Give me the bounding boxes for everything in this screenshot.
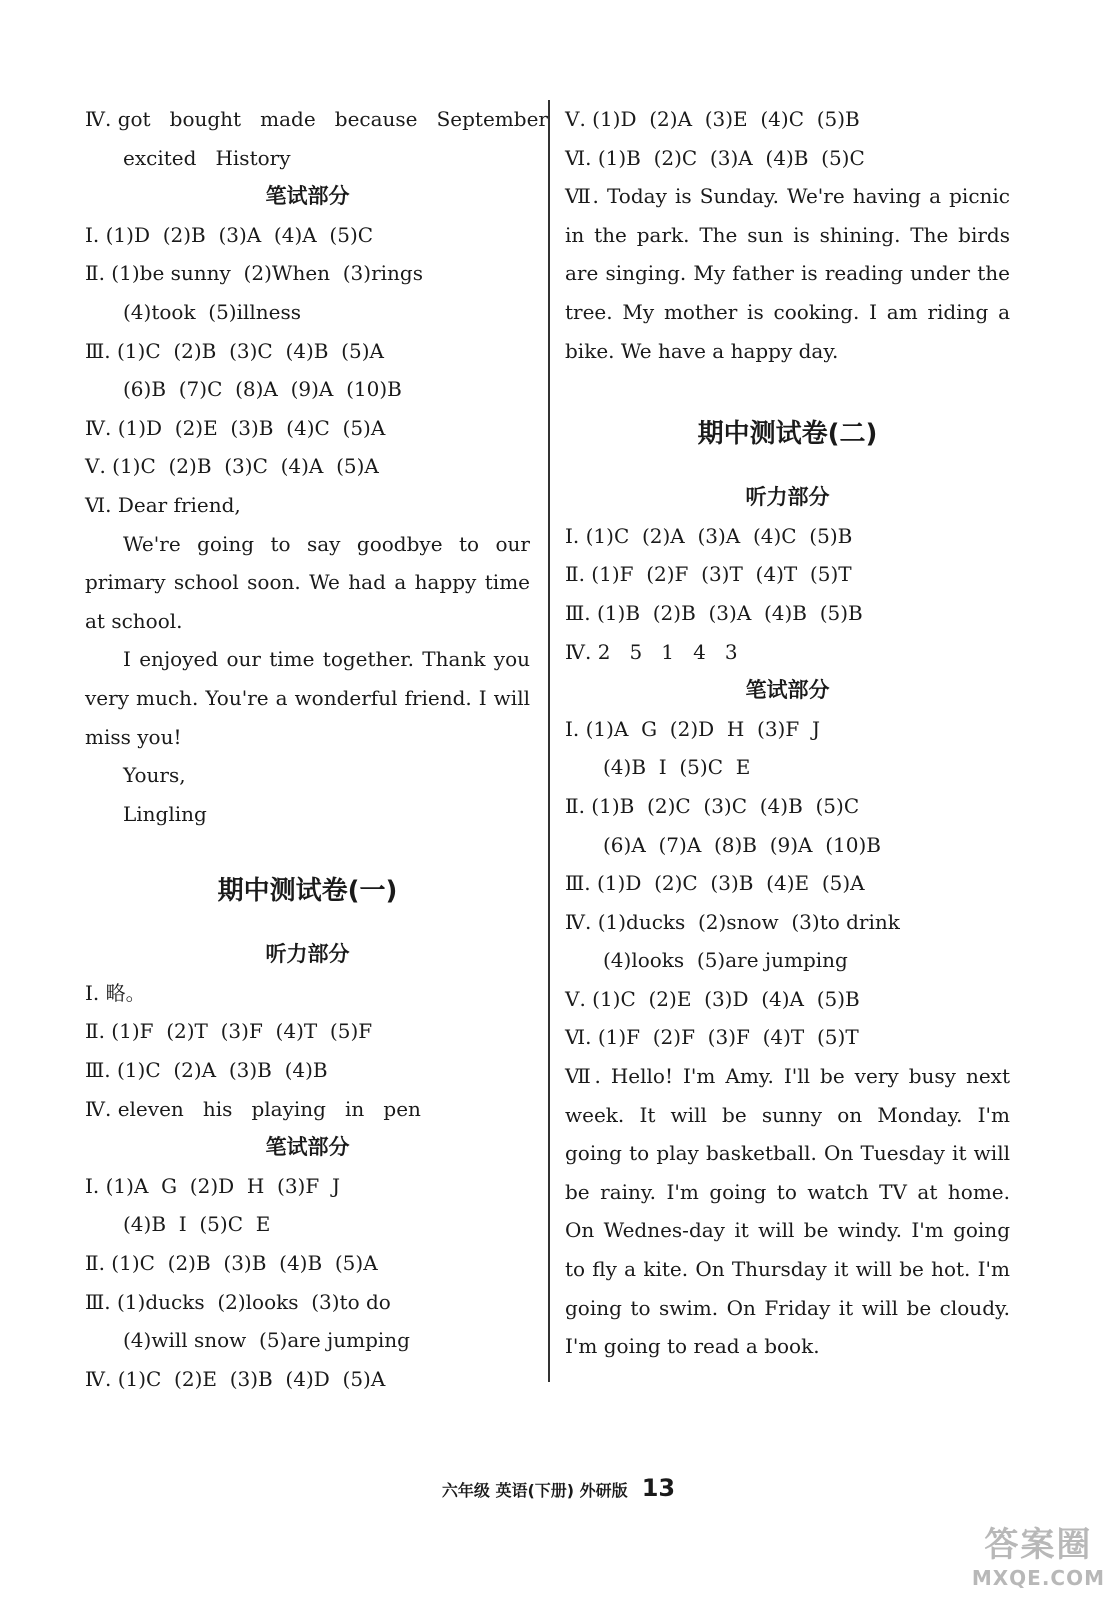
answer-line: Ⅳ. got bought made because September — [85, 107, 548, 131]
answer-line: Ⅵ. Dear friend, — [85, 492, 241, 517]
answer-line: (4)looks (5)are jumping — [603, 948, 848, 973]
answer-line: Ⅱ. (1)B (2)C (3)C (4)B (5)C — [565, 793, 860, 818]
page-number: 13 — [641, 1474, 676, 1502]
answer-line: Ⅱ. (1)C (2)B (3)B (4)B (5)A — [85, 1251, 378, 1276]
answer-line: (6)B (7)C (8)A (9)A (10)B — [123, 377, 402, 402]
subsection-heading: 听力部分 — [265, 942, 350, 967]
answer-line: Ⅴ. (1)C (2)E (3)D (4)A (5)B — [565, 986, 860, 1011]
answer-line: Ⅳ. 2 5 1 4 3 — [565, 639, 738, 664]
answer-line: (4)B I (5)C E — [603, 755, 751, 780]
letter-paragraph: We're going to say goodbye to our primary school soon. We had a happy time at school. — [85, 531, 530, 633]
watermark-text: 答案圈 — [984, 1525, 1093, 1565]
page-footer — [0, 1474, 1117, 1502]
subsection-heading: 笔试部分 — [265, 184, 350, 209]
subsection-heading: 听力部分 — [745, 485, 830, 510]
answer-line: Ⅰ. (1)C (2)A (3)A (4)C (5)B — [565, 523, 853, 548]
answer-line: (4)B I (5)C E — [123, 1212, 271, 1237]
answer-line: Ⅱ. (1)F (2)F (3)T (4)T (5)T — [565, 562, 852, 587]
answer-line: Ⅰ. (1)A G (2)D H (3)F J — [85, 1173, 340, 1198]
answer-line: Ⅳ. (1)D (2)E (3)B (4)C (5)A — [85, 415, 386, 440]
section-title: 期中测试卷(二) — [697, 419, 878, 450]
answer-line: Ⅵ. (1)B (2)C (3)A (4)B (5)C — [565, 145, 865, 170]
answer-line: Ⅱ. (1)F (2)T (3)F (4)T (5)F — [85, 1019, 373, 1044]
section-title: 期中测试卷(一) — [217, 876, 398, 907]
answer-line: (4)took (5)illness — [123, 299, 302, 324]
letter-paragraph: I enjoyed our time together. Thank you very much. You're a wonderful friend. I will miss you! — [85, 647, 530, 749]
writing-paragraph: Ⅶ. Today is Sunday. We're having a picnic in the park. The sun is shining. The birds are singing. My father is reading under the tree. My mother is cooking. I am riding a bike. We have a happy day. — [565, 184, 1010, 363]
answer-line: Ⅲ. (1)B (2)B (3)A (4)B (5)B — [565, 600, 863, 625]
answer-line: Ⅲ. (1)ducks (2)looks (3)to do — [85, 1289, 391, 1314]
answer-line: excited History — [123, 145, 291, 170]
answer-line: Ⅳ. eleven his playing in pen — [85, 1096, 421, 1121]
answer-line: (4)will snow (5)are jumping — [123, 1328, 410, 1353]
column-divider — [548, 100, 550, 1382]
answer-line: Ⅲ. (1)C (2)B (3)C (4)B (5)A — [85, 338, 384, 363]
answer-line: (6)A (7)A (8)B (9)A (10)B — [603, 832, 881, 857]
answer-line: Ⅲ. (1)D (2)C (3)B (4)E (5)A — [565, 871, 865, 896]
letter-signature: Lingling — [123, 801, 207, 826]
answer-line: Ⅰ. 略。 — [85, 980, 146, 1005]
letter-closing: Yours, — [123, 763, 186, 788]
answer-line: Ⅴ. (1)C (2)B (3)C (4)A (5)A — [85, 454, 379, 479]
footer-book-info: 六年级 英语(下册) 外研版 — [441, 1481, 628, 1500]
answer-line: Ⅴ. (1)D (2)A (3)E (4)C (5)B — [565, 107, 860, 131]
answer-line: Ⅵ. (1)F (2)F (3)F (4)T (5)T — [565, 1025, 859, 1050]
answer-line: Ⅳ. (1)ducks (2)snow (3)to drink — [565, 909, 900, 934]
answer-line: Ⅱ. (1)be sunny (2)When (3)rings — [85, 261, 423, 286]
right-column — [565, 100, 1010, 1366]
answer-line: Ⅰ. (1)D (2)B (3)A (4)A (5)C — [85, 222, 374, 247]
subsection-heading: 笔试部分 — [265, 1135, 350, 1160]
writing-paragraph: Ⅶ. Hello! I'm Amy. I'll be very busy next week. It will be sunny on Monday. I'm going to play basketball. On Tuesday it will be rainy. I'm going to watch TV at home. On Wednes-day it will be windy. I'm going to fly a kite. On Thursday it will be hot. I'm going to swim. On Friday it will be cloudy. I'm going to read a book. — [565, 1064, 1010, 1359]
watermark-url: MXQE.COM — [971, 1566, 1105, 1590]
left-column — [85, 100, 548, 1398]
answer-line: Ⅰ. (1)A G (2)D H (3)F J — [565, 716, 820, 741]
subsection-heading: 笔试部分 — [745, 678, 830, 703]
answer-line: Ⅲ. (1)C (2)A (3)B (4)B — [85, 1058, 328, 1083]
answer-line: Ⅳ. (1)C (2)E (3)B (4)D (5)A — [85, 1366, 386, 1391]
watermark-logo — [972, 1517, 1105, 1590]
